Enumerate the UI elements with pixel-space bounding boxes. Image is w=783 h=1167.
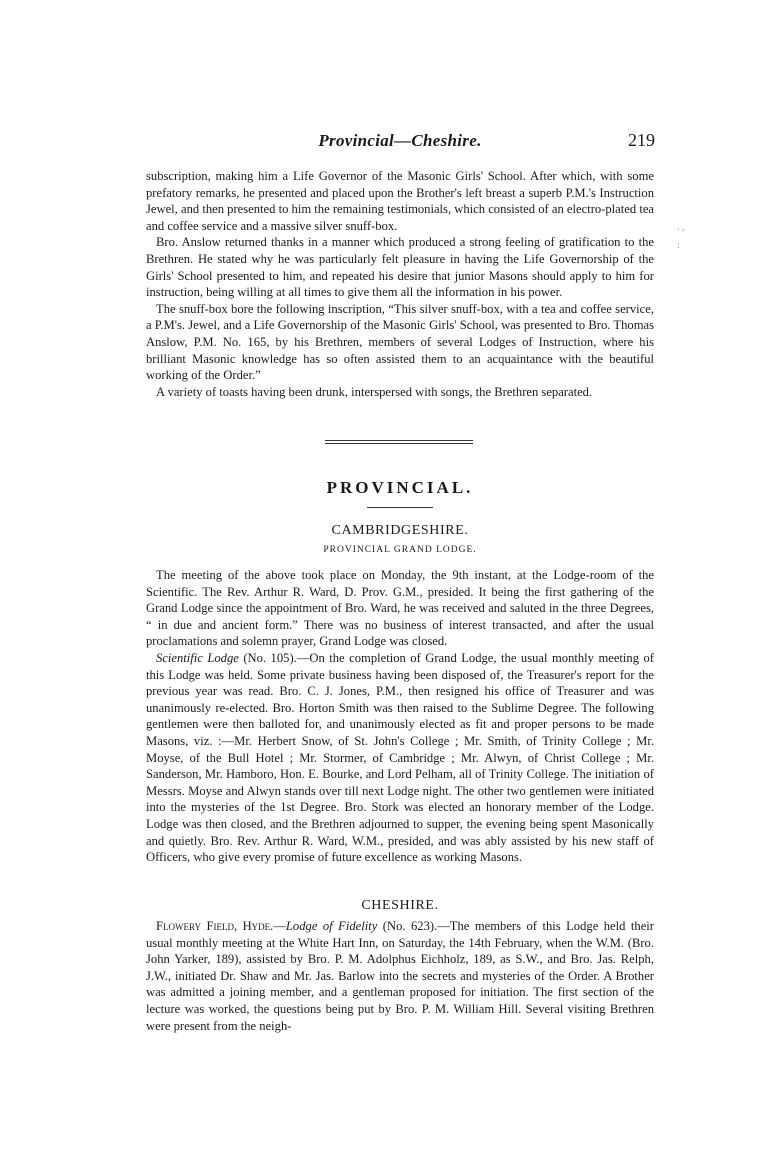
page-header: [145, 131, 655, 153]
lodge-subheading: PROVINCIAL GRAND LODGE.: [323, 545, 477, 555]
lodge-name: Lodge of Fidelity: [285, 919, 378, 933]
paragraph-body: (No. 623).—The members of this Lodge held their usual monthly meeting at the White Hart Inn, on Saturday, the 14th February, when the W.M. (Bro. John Yarker, 189), assisted by Bro. P. M. Adolphus Eichholz, 189, as S.W., and Bro. Jas. Relph, J.W., initiated Dr. Shaw and Mr. Jas. Barlow into the secrets and mysteries of the Order. A Brother was admitted a joining member, and a gentleman proposed for initiation. The first section of the lecture was worked, the questions being put by Bro. P. M. William Hill. Several visiting Brethren were present from the neigh-: [146, 919, 654, 1033]
running-title: Provincial—Cheshire.: [318, 131, 482, 150]
paragraph: The meeting of the above took place on Monday, the 9th instant, at the Lodge-room of the Scientific. The Rev. Arthur R. Ward, D. Prov. G.M., presided. It being the first gathering of the Grand Lodge since the appointment of Bro. Ward, he was received and saluted in the three Degrees, “ in due and ancient form.” There was no business of interest transacted, and after the usual proclamations and solemn prayer, Grand Lodge was closed.: [146, 568, 654, 649]
margin-mark: . ,: [677, 222, 685, 233]
continued-article: [146, 168, 654, 400]
county-heading-cheshire: CHESHIRE.: [361, 898, 439, 913]
paragraph: The snuff-box bore the following inscription, “This silver snuff-box, with a tea and coffee service, a P.M's. Jewel, and a Life Governorship of the Masonic Girls' School, was presented to Bro. Thomas Anslow, P.M. No. 165, by his Brethren, members of several Lodges of Instruction, where his brilliant Masonic knowledge has so often assisted them to an acquaintance with the beautiful working of the Order.”: [146, 301, 654, 383]
paragraph-body: (No. 105).—On the completion of Grand Lodge, the usual monthly meeting of this Lodge was held. Some private business having been disposed of, the Treasurer's report for the previous year was read. Bro. C. J. Jones, P.M., then resigned his office of Treasurer and was unanimously re-elected. Bro. Horton Smith was then raised to the Sublime Degree. The following gentlemen were then balloted for, and unanimously elected as fit and proper persons to be made Masons, viz. :—Mr. Herbert Snow, of St. John's College ; Mr. Smith, of Trinity College ; Mr. Moyse, of the Bull Hotel ; Mr. Stormer, of Cambridge ; Mr. Alwyn, of Christ College ; Mr. Sanderson, Mr. Hamboro, Hon. E. Bourke, and Lord Pelham, all of Trinity College. The initiation of Messrs. Moyse and Alwyn stands over till next Lodge night. The other two gentlemen were initiated into the mysteries of the 1st Degree. Bro. Stork was elected an honorary member of the Lodge. Lodge was then closed, and the Brethren adjourned to supper, the evening being spent Masonically and quietly. Bro. Rev. Arthur R. Ward, W.M., presided, and was ably assisted by his new staff of Officers, who give every promise of future excellence as working Masons.: [146, 650, 654, 865]
section-divider: [325, 440, 473, 444]
lodge-name: Scientific Lodge: [156, 650, 239, 665]
cheshire-report: [146, 918, 654, 1034]
paragraph: [146, 918, 654, 1034]
margin-mark: :: [677, 240, 680, 251]
paragraph: Bro. Anslow returned thanks in a manner which produced a strong feeling of gratification to the Brethren. He stated why he was particularly felt pleasure in having the Life Governorship of the Girls' School presented to him, and repeated his desire that junior Masons should apply to him for instruction, being willing at all times to give them all the information in his power.: [146, 235, 654, 300]
title-rule: [367, 507, 433, 508]
paragraph: A variety of toasts having been drunk, interspersed with songs, the Brethren separated.: [156, 384, 593, 399]
location-name: Flowery Field, Hyde.: [156, 919, 274, 933]
cambridgeshire-report: [146, 567, 654, 866]
county-heading-cambridgeshire: CAMBRIDGESHIRE.: [331, 523, 469, 538]
section-title: PROVINCIAL.: [326, 478, 474, 497]
page-number: 219: [628, 130, 655, 150]
dash: —: [273, 919, 286, 933]
paragraph: subscription, making him a Life Governor of the Masonic Girls' School. After which, with some prefatory remarks, he presented and placed upon the Brother's left breast a superb P.M.'s Instruction Jewel, and then presented to him the remaining testimonials, which consisted of an electro-plated tea and coffee service and a massive silver snuff-box.: [146, 169, 654, 233]
paragraph: [146, 650, 654, 866]
